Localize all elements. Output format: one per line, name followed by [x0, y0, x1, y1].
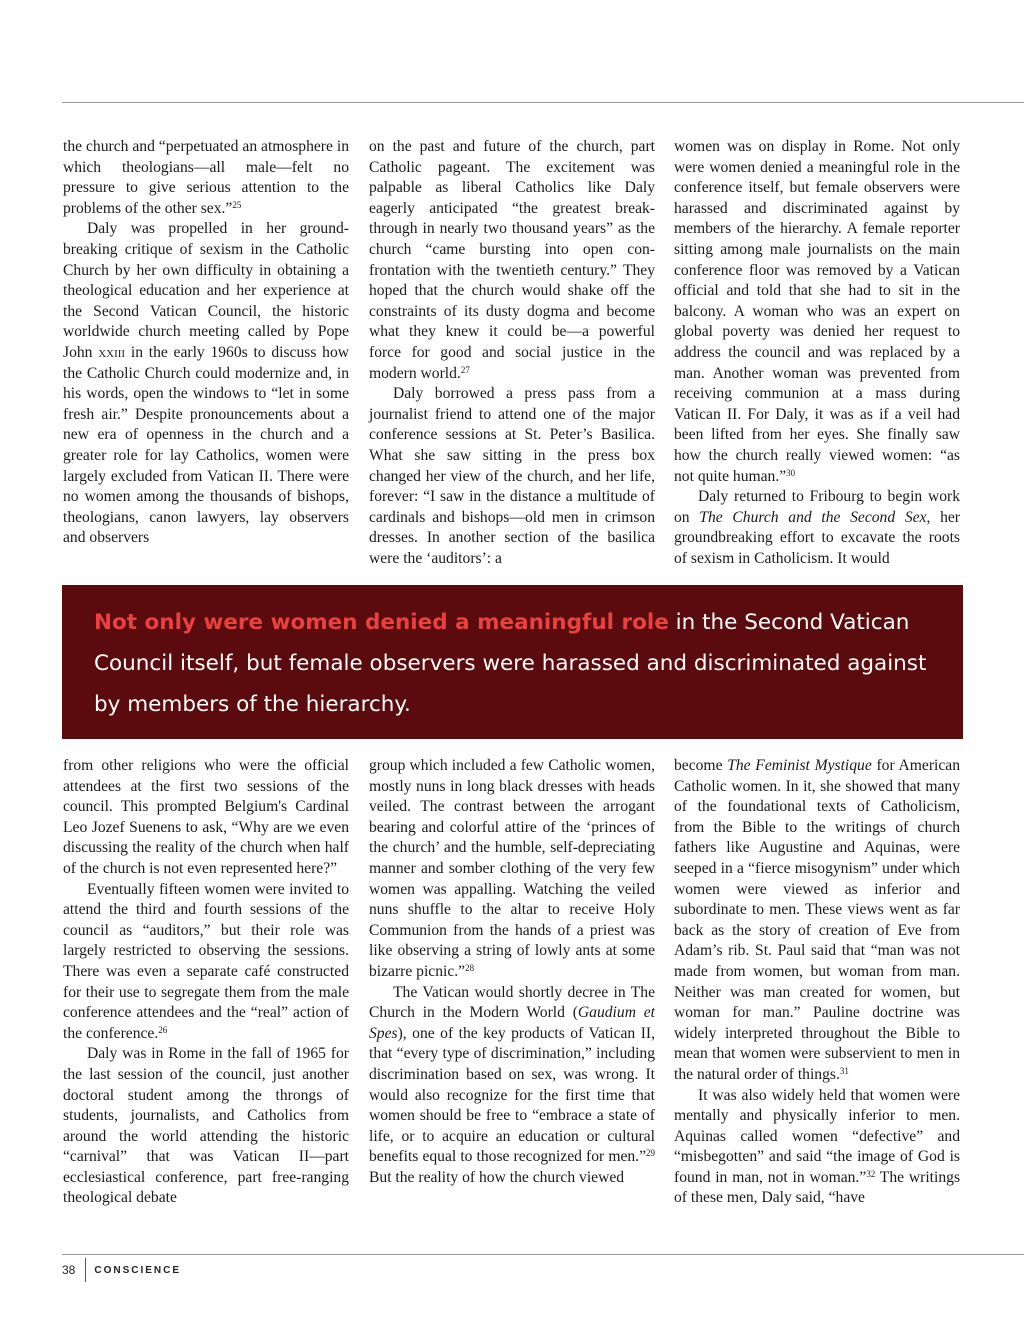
paragraph: on the past and future of the church, part Catholic pageant. The excitement was palpable as liberal Catholics like Daly eagerly anticipated “the greatest breakthrough in nearly two thousand years” as the church “came bursting into open confrontation with the twentieth century.” They hoped that the church would shake off the constraints of its dusty dogma and become what they knew it could be—a powerful force for good and social justice in the modern world.$^{27}$: [369, 138, 655, 382]
paragraph: from other religions who were the official attendees at the first two sessions of the council. This prompted Belgium's Cardinal Leo Jozef Suenens to ask, “Why are we even discussing the reality of the church when half of the church is not even represented here?”: [63, 757, 349, 877]
pull-quote-text: in the Second Vatican Council itself, but female observers were harassed and discriminated against by members of the hierarchy.: [94, 610, 927, 717]
magazine-name: CONSCIENCE: [94, 1264, 182, 1276]
page-footer: [62, 1258, 181, 1282]
paragraph: group which included a few Catholic women, mostly nuns in long black dresses with heads veiled. The contrast between the arrogant bearing and colorful attire of the ‘princes of the church’ and the humble, self-depreciating manner and somber clothing of the very few women was appalling. Watching the veiled nuns shuffle to the altar to receive Holy Communion from the hands of a priest was like observing a string of lowly ants at some bizarre picnic.”$^{28}$: [369, 757, 655, 980]
paragraph: Daly returned to Fribourg to begin work on The Church and the Second Sex, her groundbreaking effort to excavate the roots of sexism in Catholicism. It would: [674, 488, 960, 567]
top-rule: [62, 102, 1024, 103]
column-1-bottom: [63, 756, 349, 1209]
column-1-top: [63, 137, 349, 549]
paragraph: the church and “perpetuated an atmosphere in which theologians—all male—felt no pressure to give serious attention to the problems of the other sex.”$^{25}$: [63, 138, 349, 217]
paragraph: It was also widely held that women were mentally and physically inferior to men. Aquinas called women “defective” and “misbegotten” and said “the image of God is found in man, not in woman.”$^{32}$ The writings of these men, Daly said, “have: [674, 1086, 961, 1207]
column-2-top: [369, 137, 655, 569]
pull-quote-highlight: Not only were women denied a meaningful role: [94, 610, 669, 635]
paragraph: Eventually fifteen women were invited to attend the third and fourth sessions of the council as “auditors,” but their role was largely restricted to observing the sessions. There was even a separate café constructed for their use to segregate them from the male conference attendees and the “real” action of the conference.$^{26}$: [63, 880, 349, 1042]
paragraph: Daly was in Rome in the fall of 1965 for the last session of the council, just another doctoral student among the throngs of students, journalists, and Catholics from around the world attending the historic “carnival” that was Vatican II—part ecclesiastical conference, part free-ranging theological debate: [63, 1045, 349, 1207]
paragraph: The Vatican would shortly decree in The Church in the Modern World (Gaudium et Spes), one of the key products of Vatican II, that “every type of discrimination,” including discrimination based on sex, was wrong. It would also recognize for the first time that women should be free to “embrace a state of life, or to acquire an education or cultural benefits equal to those recognized for men.”$^{29}$ But the reality of how the church viewed: [369, 983, 655, 1186]
paragraph: Daly was propelled in her groundbreaking critique of sexism in the Catholic Church by her own difficulty in obtaining a theological education and her experience at the Second Vatican Council, the historic worldwide church meeting called by Pope John xxiii in the early 1960s to discuss how the Catholic Church could modernize and, in his words, open the windows to “let in some fresh air.” Despite pronouncements about a new era of openness in the church and a greater role for lay Catholics, women were largely excluded from Vatican II. There were no women among the thousands of bishops, theologians, canon lawyers, lay observers and observers: [63, 220, 349, 547]
paragraph: Daly borrowed a press pass from a journalist friend to attend one of the major conference sessions at St. Peter’s Basilica. What she saw sitting in the press box changed her view of the church, and her life, forever: “I saw in the distance a multitude of cardinals and bishops—old men in crimson dresses. In another section of the basilica were the ‘auditors’: a: [369, 385, 655, 567]
paragraph: women was on display in Rome. Not only were women denied a meaningful role in the conference itself, but female observers were harassed and discriminated against by members of the hierarchy. A female reporter sitting among male journalists on the main conference floor was removed by a Vatican official and told that she had to sit in the balcony. A woman who was an expert on global poverty was denied her request to address the council and was replaced by a man. Another woman was prevented from receiving communion at a mass during Vatican II. For Daly, it was as if a veil had been lifted from her eyes. She finally saw how the church really viewed women: “as not quite human.”$^{30}$: [674, 138, 960, 485]
column-3-bottom: [674, 756, 960, 1209]
pull-quote: [62, 585, 963, 739]
page-number: 38: [62, 1258, 86, 1282]
column-3-top: [674, 137, 960, 569]
paragraph: become The Feminist Mystique for American Catholic women. In it, she showed that many of the foundational texts of Catholicism, from the Bible to the writings of church fathers like Augustine and Aquinas, were seeped in a “fierce misogynism” under which women were viewed as inferior and subordinate to men. These views went as far back as the story of creation of Eve from Adam’s rib. St. Paul said that “man was not made from women, but woman from man. Neither was man created for women, but woman for man.” Pauline doctrine was widely interpreted throughout the Bible to mean that women were subservient to men in the natural order of things.$^{31}$: [674, 757, 960, 1083]
column-2-bottom: [369, 756, 655, 1188]
bottom-rule: [62, 1254, 1024, 1255]
